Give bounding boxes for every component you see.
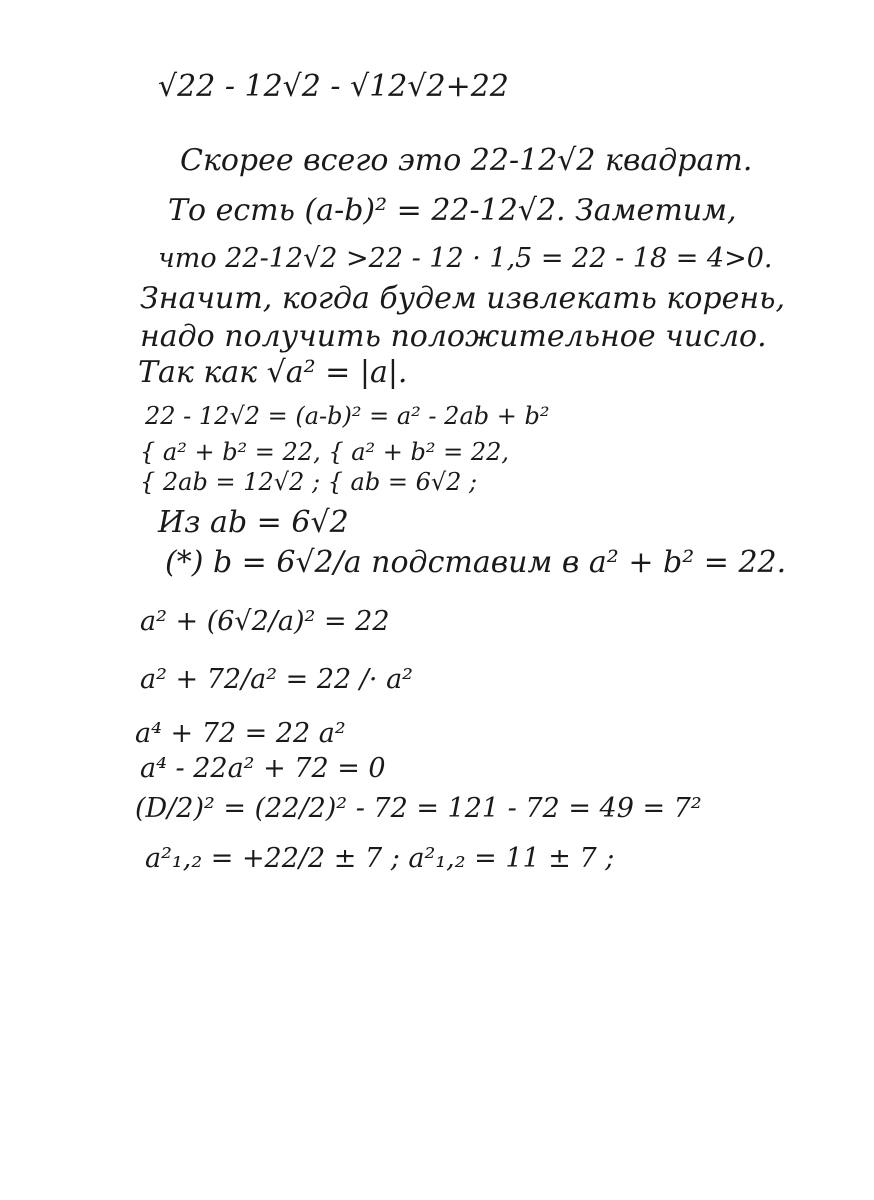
line-that-is: То есть (a-b)² = 22-12√2. Заметим, [168, 193, 737, 228]
line-substitute: (*) b = 6√2/a подставим в a² + b² = 22. [165, 545, 787, 580]
line-positive-check: что 22-12√2 >22 - 12 · 1,5 = 22 - 18 = 4>0. [158, 243, 773, 274]
line-equation-2: a² + 72/a² = 22 /· a² [140, 664, 413, 695]
line-guess-square: Скорее всего это 22-12√2 квадрат. [180, 143, 753, 178]
line-equation-1: a² + (6√2/a)² = 22 [140, 606, 390, 637]
line-expression: √22 - 12√2 - √12√2+22 [158, 69, 509, 104]
line-roots: a²₁,₂ = +22/2 ± 7 ; a²₁,₂ = 11 ± 7 ; [145, 843, 615, 874]
line-equation-3: a⁴ + 72 = 22 a² [135, 718, 346, 749]
line-must-get: надо получить положительное число. [140, 319, 767, 354]
line-system-row-1: { a² + b² = 22, { a² + b² = 22, [140, 438, 510, 466]
line-so-when: Значит, когда будем извлекать корень, [140, 281, 785, 316]
line-since: Так как √a² = |a|. [138, 355, 408, 390]
line-equation-4: a⁴ - 22a² + 72 = 0 [140, 753, 386, 784]
line-from-ab: Из ab = 6√2 [158, 505, 349, 540]
line-discriminant: (D/2)² = (22/2)² - 72 = 121 - 72 = 49 = 7² [135, 793, 702, 824]
line-system-row-2: { 2ab = 12√2 ; { ab = 6√2 ; [140, 468, 478, 496]
line-expand-square: 22 - 12√2 = (a-b)² = a² - 2ab + b² [145, 402, 550, 430]
